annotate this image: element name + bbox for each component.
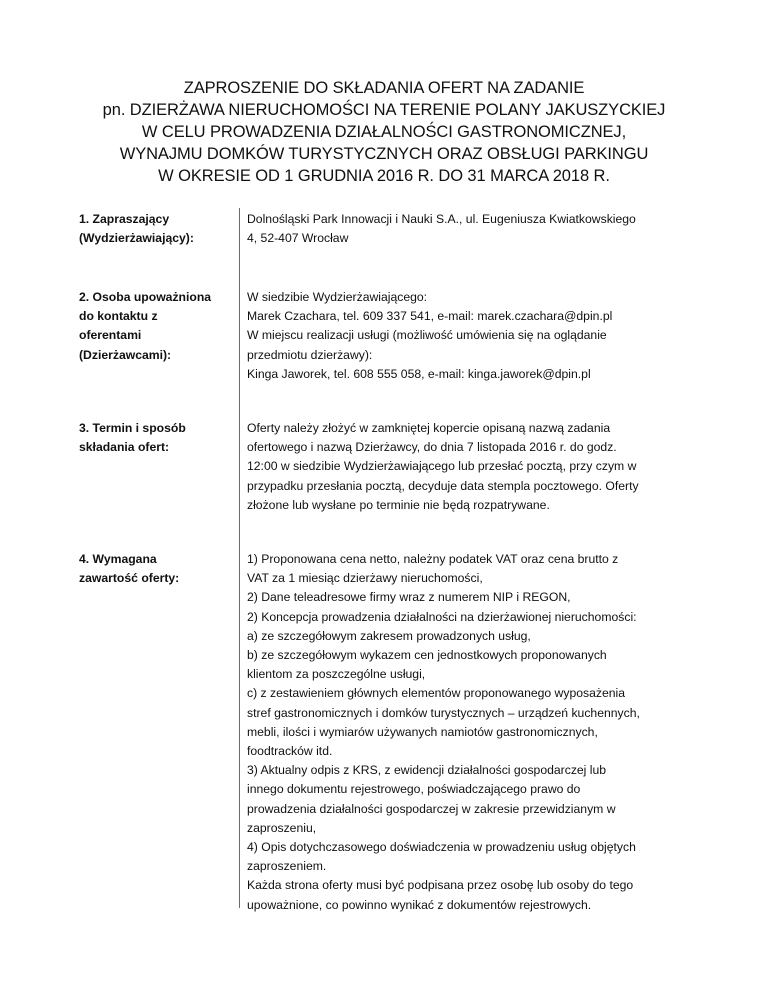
section-label: 1. Zapraszający (Wydzierżawiający): <box>79 212 194 246</box>
title-line: W OKRESIE OD 1 GRUDNIA 2016 R. DO 31 MARCA 2018 R. <box>158 167 610 185</box>
section-label: 4. Wymagana zawartość oferty: <box>79 552 180 586</box>
title-line: W CELU PROWADZENIA DZIAŁALNOŚCI GASTRONOMICZNEJ, <box>141 123 627 141</box>
section-content: Oferty należy złożyć w zamkniętej kopercie opisaną nazwą zadania ofertowego i nazwą Dzierżawcy, do dnia 7 listopada 2016 r. do godz. 12:00 w siedzibie Wydzierżawiającego lub przesłać pocztą, przy czym w przypadku przesłania pocztą, decyduje data stempla pocztowego. Oferty złożone lub wysłane po terminie nie będą rozpatrywane. <box>247 421 639 512</box>
section-label: 3. Termin i sposób składania ofert: <box>79 421 186 455</box>
section-label: 2. Osoba upoważniona do kontaktu z oferentami (Dzierżawcami): <box>79 290 212 362</box>
section-content: 1) Proponowana cena netto, należny podatek VAT oraz cena brutto z VAT za 1 miesiąc dzierżawy nieruchomości, 2) Dane teleadresowe firmy wraz z numerem NIP i REGON, 2) Koncepcja prowadzenia działalności na dzierżawionej nieruchomości: a) ze szczegółowym zakresem prowadzonych usług, b) ze szczegółowym wykazem cen jednostkowych proponowanych klientom za poszczególne usługi, c) z zestawieniem głównych elementów proponowanego wyposażenia stref gastronomicznych i domków turystycznych – urządzeń kuchennych, mebli, ilości i wymiarów używanych namiotów gastronomicznych, foodtracków itd. 3) Aktualny odpis z KRS, z ewidencji działalności gospodarczej lub innego dokumentu rejestrowego, poświadczającego prawo do prowadzenia działalności gospodarczej w zakresie przewidzianym w zaproszeniu, 4) Opis dotychczasowego doświadczenia w prowadzeniu usług objętych zaproszeniem. Każda strona oferty musi być podpisana przez osobę lub osoby do tego upoważnione, co powinno wynikać z dokumentów rejestrowych. <box>247 552 640 912</box>
title-line: pn. DZIERŻAWA NIERUCHOMOŚCI NA TERENIE POLANY JAKUSZYCKIEJ <box>102 101 666 119</box>
title-line: ZAPROSZENIE DO SKŁADANIA OFERT NA ZADANIE <box>183 79 585 97</box>
section-content: W siedzibie Wydzierżawiającego: Marek Czachara, tel. 609 337 541, e-mail: marek.czachara@dpin.pl W miejscu realizacji usługi (możliwość umówienia się na oglądanie przedmiotu dzierżawy): Kinga Jaworek, tel. 608 555 058, e-mail: kinga.jaworek@dpin.pl <box>247 290 613 381</box>
section-content: Dolnośląski Park Innowacji i Nauki S.A., ul. Eugeniusza Kwiatkowskiego 4, 52-407 Wrocław <box>247 212 636 246</box>
column-divider <box>239 208 240 908</box>
document-title <box>60 77 708 187</box>
title-line: WYNAJMU DOMKÓW TURYSTYCZNYCH ORAZ OBSŁUGI PARKINGU <box>119 145 649 163</box>
